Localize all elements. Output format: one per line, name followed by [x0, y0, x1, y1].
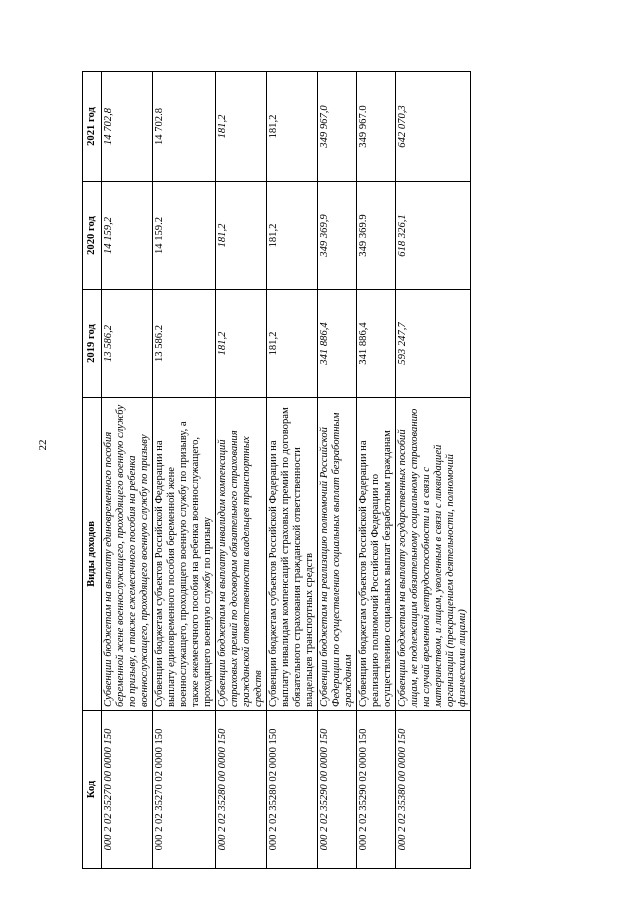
row-value-2019: 181,2 [216, 290, 267, 398]
row-value-2020: 181,2 [267, 182, 318, 290]
row-code: 000 2 02 35380 00 0000 150 [396, 711, 471, 869]
row-value-2019: 341 886,4 [318, 290, 357, 398]
row-description: Субвенции бюджетам на выплату единовременного пособия беременной жене военнослужащего, проходящего военную службу по призыву, а также ежемесячного пособия на ребенка военнослужащего, проходящего военную службу по призыву [102, 398, 153, 711]
row-description: Субвенции бюджетам субъектов Российской Федерации на выплату инвалидам компенсаций страховых премий по договорам обязательного страхования гражданской ответственности владельцев транспортных средств [267, 398, 318, 711]
row-value-2019: 341 886,4 [357, 290, 396, 398]
row-value-2019: 13 586.2 [153, 290, 216, 398]
table-row [153, 72, 216, 869]
row-value-2020: 349 369,9 [318, 182, 357, 290]
row-value-2020: 14 159,2 [102, 182, 153, 290]
row-value-2021: 349 967,0 [318, 72, 357, 182]
row-value-2020: 181,2 [216, 182, 267, 290]
row-value-2021: 181,2 [267, 72, 318, 182]
row-value-2021: 14 702,8 [102, 72, 153, 182]
table-row [216, 72, 267, 869]
row-code: 000 2 02 35280 00 0000 150 [216, 711, 267, 869]
row-value-2021: 349 967.0 [357, 72, 396, 182]
row-value-2019: 13 586,2 [102, 290, 153, 398]
row-description: Субвенции бюджетам на выплату инвалидам компенсаций страховых премий по договорам обязательного страхования гражданской ответственности владельцев транспортных средств [216, 398, 267, 711]
row-description: Субвенции бюджетам на реализацию полномочий Российской Федерации по осуществлению социальных выплат безработным гражданам [318, 398, 357, 711]
row-code: 000 2 02 35270 00 0000 150 [102, 711, 153, 869]
header-code: Код [83, 711, 102, 869]
table-row [357, 72, 396, 869]
row-code: 000 2 02 35270 02 0000 150 [153, 711, 216, 869]
row-value-2019: 593 247,7 [396, 290, 471, 398]
row-code: 000 2 02 35280 02 0000 150 [267, 711, 318, 869]
header-2019: 2019 год [83, 290, 102, 398]
header-2021: 2021 год [83, 72, 102, 182]
row-value-2021: 14 702.8 [153, 72, 216, 182]
row-code: 000 2 02 35290 00 0000 150 [318, 711, 357, 869]
table-row [267, 72, 318, 869]
row-value-2021: 181,2 [216, 72, 267, 182]
header-2020: 2020 год [83, 182, 102, 290]
row-description: Субвенции бюджетам субъектов Российской Федерации на реализацию полномочий Российской Федерации по осуществлению социальных выплат безработным гражданам [357, 398, 396, 711]
page-number: 22 [37, 439, 49, 451]
row-value-2020: 349 369.9 [357, 182, 396, 290]
row-value-2020: 618 326,1 [396, 182, 471, 290]
row-code: 000 2 02 35290 02 0000 150 [357, 711, 396, 869]
row-value-2019: 181,2 [267, 290, 318, 398]
table-row [102, 72, 153, 869]
header-revenue-type: Виды доходов [83, 398, 102, 711]
table-header-row [83, 72, 102, 869]
row-description: Субвенции бюджетам субъектов Российской Федерации на выплату единовременного пособия беременной жене военнослужащего, проходящего военную службу по призыву, а также ежемесячного пособия на ребенка военнослужащего, проходящего военную службу по призыву [153, 398, 216, 711]
table-row [318, 72, 357, 869]
row-value-2021: 642 070,3 [396, 72, 471, 182]
revenue-table [82, 71, 471, 869]
row-value-2020: 14 159.2 [153, 182, 216, 290]
table-row [396, 72, 471, 869]
row-description: Субвенции бюджетам на выплату государственных пособий лицам, не подлежащим обязательному социальному страхованию на случай временной нетрудоспособности и в связи с материнством, и лицам, уволенным в связи с ликвидацией организаций (прекращением деятельности, полномочий физическими лицами) [396, 398, 471, 711]
revenue-table-container [82, 72, 528, 869]
